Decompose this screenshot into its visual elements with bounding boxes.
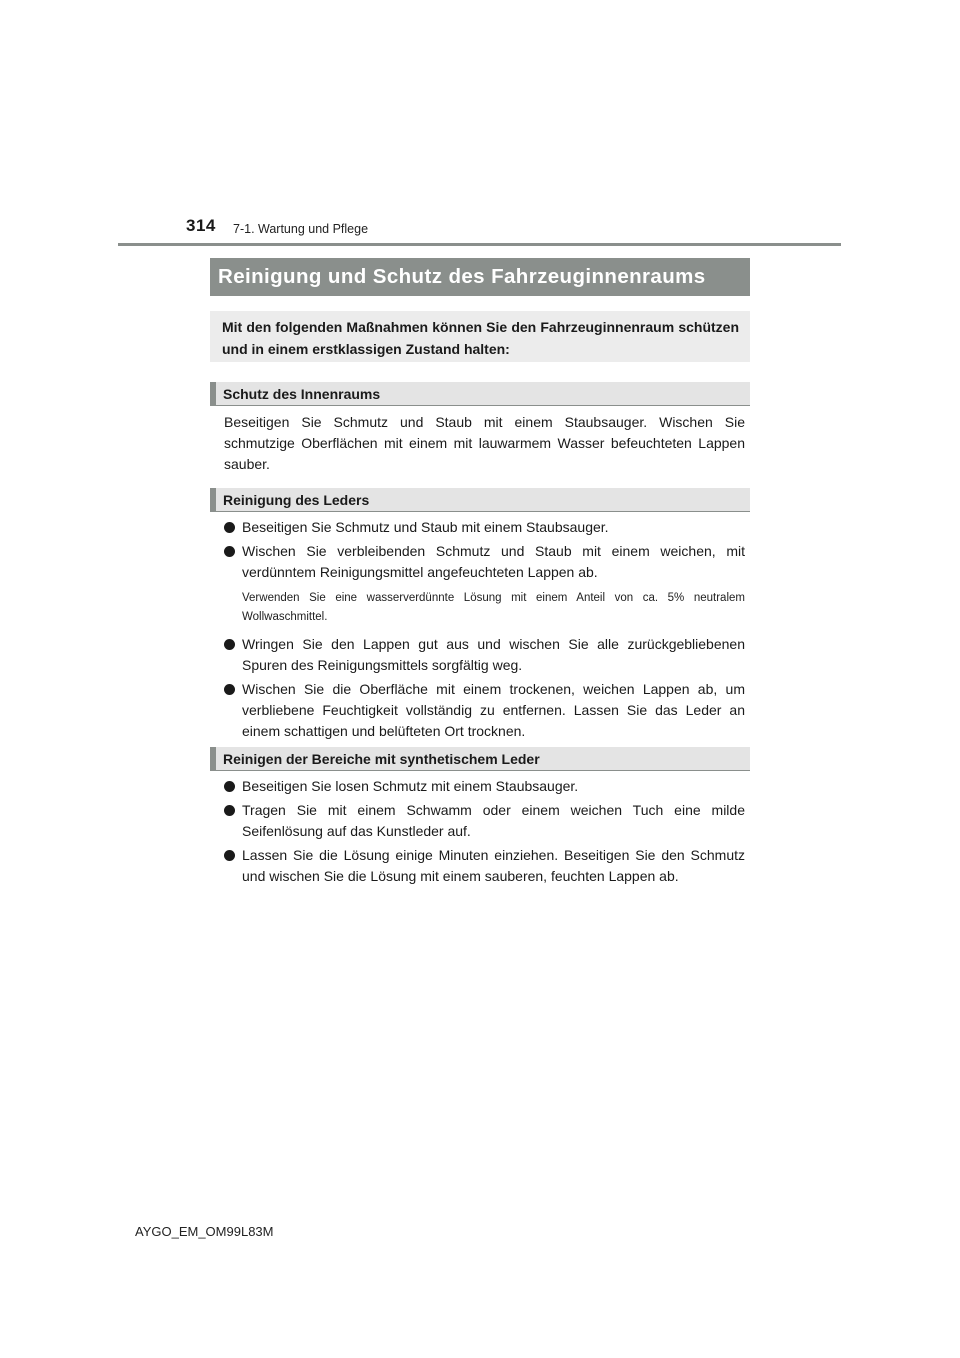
list-item (224, 776, 745, 797)
intro-box: Mit den folgenden Maßnahmen können Sie den Fahrzeuginnenraum schützen und in einem erstklassigen Zustand halten: (210, 311, 750, 362)
paragraph-schutz-des-innenraums: Beseitigen Sie Schmutz und Staub mit einem Staubsauger. Wischen Sie schmutzige Oberflächen mit einem mit lauwarmem Wasser befeuchteten Lappen sauber. (224, 414, 745, 472)
page-title-bar (210, 258, 750, 296)
bullet-icon (224, 805, 235, 816)
list-item-text: Wringen Sie den Lappen gut aus und wischen Sie alle zurückgebliebenen Spuren des Reinigungsmittels sorgfältig weg. (242, 636, 745, 673)
list-item-text: Wischen Sie die Oberfläche mit einem trockenen, weichen Lappen ab, um verbliebene Feuchtigkeit vollständig zu entfernen. Lassen Sie das Leder an einem schattigen und belüfteten Ort trocknen. (242, 681, 745, 739)
bullet-icon (224, 684, 235, 695)
header-divider (118, 243, 841, 246)
page-number: 314 (186, 216, 216, 235)
page-title: Reinigung und Schutz des Fahrzeuginnenraums (218, 265, 706, 288)
list-item (224, 634, 745, 676)
subheading-schutz-des-innenraums: Schutz des Innenraums (210, 382, 750, 406)
bullet-list-reinigung-des-leders (224, 517, 745, 745)
bullet-list-synthetisches-leder (224, 776, 745, 890)
bullet-icon (224, 781, 235, 792)
list-item (224, 517, 745, 538)
subheading-reinigung-des-leders: Reinigung des Leders (210, 488, 750, 512)
list-item (224, 845, 745, 887)
bullet-icon (224, 850, 235, 861)
list-item-text: Lassen Sie die Lösung einige Minuten einziehen. Beseitigen Sie den Schmutz und wischen Sie die Lösung mit einem sauberen, feuchten Lappen ab. (242, 847, 745, 884)
bullet-icon (224, 639, 235, 650)
section-label: 7-1. Wartung und Pflege (233, 222, 369, 236)
list-item-text: Wischen Sie verbleibenden Schmutz und Staub mit einem weichen, mit verdünntem Reinigungsmittel angefeuchteten Lappen ab. (242, 543, 745, 580)
list-item-text: Beseitigen Sie losen Schmutz mit einem Staubsauger. (242, 778, 579, 794)
list-item (224, 679, 745, 742)
list-item-text: Beseitigen Sie Schmutz und Staub mit einem Staubsauger. (242, 519, 609, 535)
list-item (224, 541, 745, 583)
bullet-icon (224, 522, 235, 533)
bullet-icon (224, 546, 235, 557)
footer-document-code: AYGO_EM_OM99L83M (135, 1224, 274, 1239)
list-item (224, 800, 745, 842)
note-text: Verwenden Sie eine wasserverdünnte Lösung mit einem Anteil von ca. 5% neutralem Wollwaschmittel. (242, 592, 745, 623)
subheading-synthetisches-leder: Reinigen der Bereiche mit synthetischem Leder (210, 747, 750, 771)
list-item-text: Tragen Sie mit einem Schwamm oder einem weichen Tuch eine milde Seifenlösung auf das Kunstleder auf. (242, 802, 745, 839)
